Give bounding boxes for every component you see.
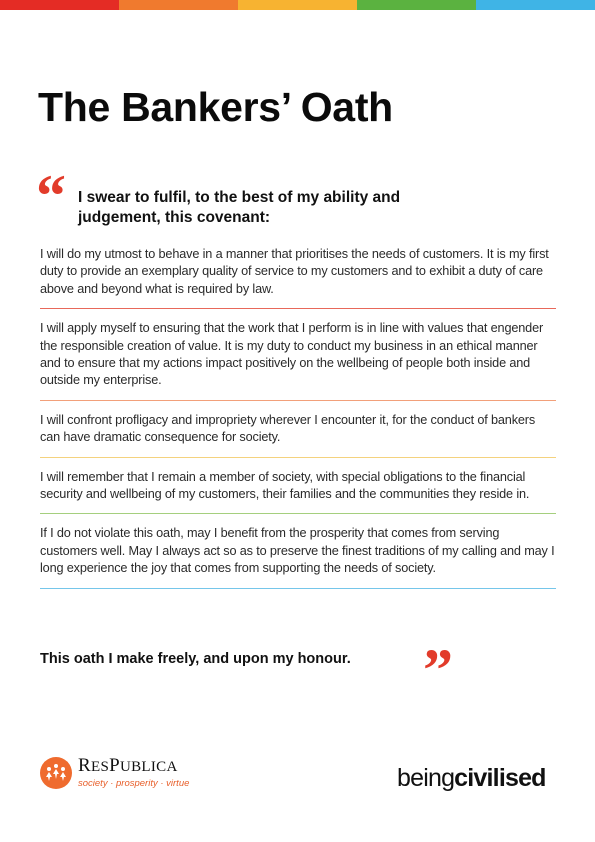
respublica-wordmark <box>78 756 189 790</box>
beingcivilised-part2: civilised <box>454 764 546 792</box>
clause-1: I will do my utmost to behave in a manner that prioritises the needs of customers. It is my first duty to provide an exemplary quality of service to my customers and to exhibit a duty of care above and beyond what is required by law. <box>40 247 549 296</box>
closing-statement: This oath I make freely, and upon my honour. <box>40 651 351 667</box>
respublica-tagline: society · prosperity · virtue <box>78 778 190 789</box>
respublica-logo <box>40 756 189 790</box>
stripe-orange <box>119 0 238 10</box>
clause-2: I will apply myself to ensuring that the work that I perform is in line with values that engender the responsible creation of value. It is my duty to conduct my business in an ethical manner and to ensure that my actions impact positively on the wellbeing of people both inside and outside my enterprise. <box>40 321 544 388</box>
respublica-logo-icon <box>40 757 72 789</box>
beingcivilised-logo <box>397 764 546 793</box>
clause-4: I will remember that I remain a member of society, with special obligations to the financial security and wellbeing of my customers, their families and the communities they reside in. <box>40 469 530 502</box>
divider-red <box>40 308 556 309</box>
stripe-red <box>0 0 119 10</box>
stripe-yellow <box>238 0 357 10</box>
divider-blue <box>40 588 556 589</box>
open-quote-mark: “ <box>36 163 66 229</box>
oath-intro: I swear to fulfil, to the best of my ability and judgement, this covenant: <box>78 189 401 226</box>
stripe-green <box>357 0 476 10</box>
beingcivilised-part1: being <box>397 764 455 792</box>
respublica-name: RESPUBLICA <box>78 755 178 776</box>
oath-clauses <box>40 246 556 600</box>
close-quote-mark: ” <box>423 637 453 703</box>
color-stripe-bar <box>0 0 595 10</box>
divider-orange <box>40 400 556 401</box>
stripe-blue <box>476 0 595 10</box>
clause-5: If I do not violate this oath, may I benefit from the prosperity that comes from serving customers well. May I always act so as to preserve the finest traditions of my calling and may I long experience the joy that comes from supporting the needs of society. <box>40 526 555 576</box>
divider-yellow <box>40 457 556 458</box>
divider-green <box>40 513 556 514</box>
page-title: The Bankers’ Oath <box>38 84 393 130</box>
clause-3: I will confront profligacy and impropriety wherever I encounter it, for the conduct of bankers can have dramatic consequence for society. <box>40 412 536 445</box>
